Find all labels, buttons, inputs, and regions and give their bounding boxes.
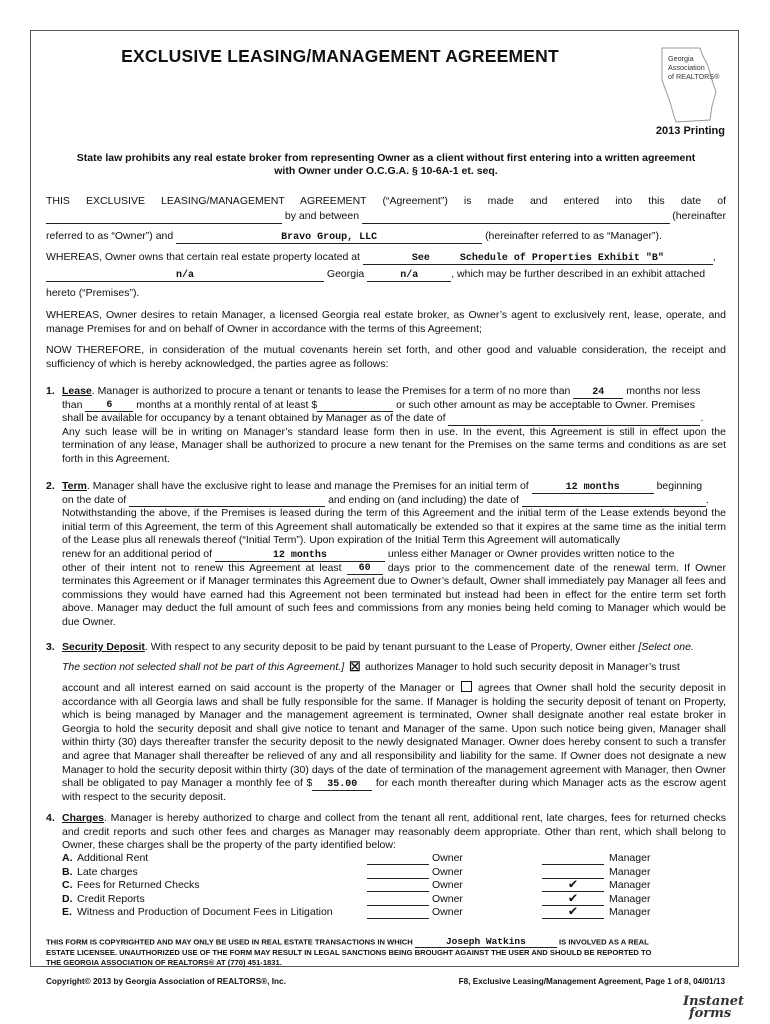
section-4-number: 4. bbox=[46, 812, 55, 824]
whereas-paragraph: WHEREAS, Owner desires to retain Manager, a licensed Georgia real estate broker, as Owner’s agent to exclusively rent, lease, operate, and manage Premises for and on behalf of Owner in accordance with the terms of this Agreement; bbox=[46, 309, 726, 335]
start-date-field[interactable] bbox=[129, 495, 325, 507]
manager-name-field[interactable]: Bravo Group, LLC bbox=[176, 232, 482, 244]
copyright-line: Copyright© 2013 by Georgia Association of REALTORS®, Inc. bbox=[46, 977, 286, 986]
owner-checkbox-line[interactable] bbox=[367, 867, 429, 879]
renewal-period-field[interactable]: 12 months bbox=[215, 550, 385, 562]
intro-line-4: WHEREAS, Owner owns that certain real estate property located at See Schedule of Properties Exhibit "B" , bbox=[46, 251, 716, 264]
section-1-number: 1. bbox=[46, 385, 55, 397]
section-3-security-deposit: Security Deposit. With respect to any security deposit to be paid by tenant pursuant to the Lease of Property, Owner either [Select one. The section not selected shall not be part of this Agreement.] ☒ authorizes Manager to hold such security deposit in Manager’s trust account and all interest earned on said account is the property of the Manager or agrees that Owner shall hold the security deposit in accordance with all Georgia laws and shall be fully responsible for the same. If Manager is holding the security deposit of tenant on Property, which is being managed by Manager and the management agreement is terminated, Owner shall designate another real estate broker in Georgia to hold the security deposit and shall give notice to tenant and Manager of the same. Upon such notice being given, Manager shall within thirty (30) days thereafter transfer the security deposit to the newly designated Manager. Owner does hereby consent to such a transfer and agree that Manager shall thereafter be relieved of any and all responsibility and liability for the same. If Owner does not designate a new Manager to hold the security deposit within thirty (30) days of the date of termination of the management agreement with Manager, then Owner shall be obligated to pay Manager a monthly fee of $ 35.00 for each month thereafter during which Manager acts as the escrow agent with respect to the security deposit. bbox=[62, 641, 727, 803]
end-date-field[interactable] bbox=[522, 495, 706, 507]
owner-holds-deposit-checkbox[interactable] bbox=[461, 681, 472, 692]
section-2-heading: Term bbox=[62, 480, 87, 492]
owner-checkbox-line[interactable] bbox=[367, 894, 429, 906]
manager-checkbox-line[interactable] bbox=[542, 853, 604, 865]
copyright-notice: THIS FORM IS COPYRIGHTED AND MAY ONLY BE USED IN REAL ESTATE TRANSACTIONS IN WHICH Joseph Watkins IS INVOLVED AS A REAL ESTATE LICENSEE. UNAUTHORIZED USE OF THE FORM MAY RESULT IN LEGAL SANCTIONS BEING BROUGHT AGAINST THE USER AND SHOULD BE REPORTED TO THE GEORGIA ASSOCIATION OF REALTORS® AT (770) 451-1831. bbox=[46, 936, 652, 968]
section-2-term: Term. Manager shall have the exclusive right to lease and manage the Premises for an initial term of 12 months beginning on the date of and ending on (and including) the date of . Notwithstanding the above, if the Premises is leased during the term of this Agreement and the initial term of the Lease extends beyond the initial term of this Agreement, the term of this Agreement shall automatically be extended so that it expires at the same time as the initial term of the Lease plus all renewals thereof (“Initial Term”). Upon expiration of the Initial Term this Agreement will automatically renew for an additional period of 12 months unless either Manager or Owner provides written notice to the other of their intent not to renew this Agreement at least 60 days prior to the commencement date of the renewal term. If Owner terminates this Agreement or if Manager terminates this Agreement due to Owner’s default, Owner shall immediately pay Manager all fees and commissions they would have earned had this Agreement not been terminated but instead had been in effect for the entire term set forth above. Manager may deduct the full amount of such fees and commissions from any monies being held coming to Manager which would be due Owner. bbox=[62, 480, 727, 628]
zip-field[interactable]: n/a bbox=[367, 270, 451, 282]
owner-checkbox-line[interactable] bbox=[367, 853, 429, 865]
form-reference: F8, Exclusive Leasing/Management Agreement, Page 1 of 8, 04/01/13 bbox=[458, 977, 725, 986]
max-months-field[interactable]: 24 bbox=[573, 387, 623, 399]
intro-line-2: by and between (hereinafter bbox=[46, 210, 726, 224]
gar-logo bbox=[648, 46, 728, 126]
manager-checkmark[interactable]: ✔ bbox=[542, 907, 604, 919]
state-law-notice: State law prohibits any real estate broker from representing Owner as a client without first entering into a written agreement with Owner under O.C.G.A. § 10-6A-1 et. seq. bbox=[76, 152, 696, 177]
instanet-forms-logo: Instanet forms bbox=[683, 994, 745, 1021]
intro-line-6: hereto (“Premises”). bbox=[46, 287, 140, 299]
charge-row: E. Witness and Production of Document Fees in Litigation Owner ✔ Manager bbox=[62, 904, 651, 921]
now-therefore-paragraph: NOW THEREFORE, in consideration of the mutual covenants herein set forth, and other good and valuable consideration, the receipt and sufficiency of which is hereby acknowledged, the parties agree as follows: bbox=[46, 344, 726, 370]
owner-checkbox-line[interactable] bbox=[367, 907, 429, 919]
availability-date-field[interactable] bbox=[448, 414, 700, 426]
intro-line-1: THIS EXCLUSIVE LEASING/MANAGEMENT AGREEMENT (“Agreement”) is made and entered into this date of bbox=[46, 195, 726, 207]
intro-line-5: n/a Georgia n/a , which may be further described in an exhibit attached bbox=[46, 268, 726, 282]
section-3-heading: Security Deposit bbox=[62, 641, 145, 653]
section-4-heading: Charges bbox=[62, 812, 105, 824]
charge-row: A. Additional Rent Owner Manager bbox=[62, 852, 651, 864]
notice-days-field[interactable]: 60 bbox=[347, 563, 383, 575]
printing-year: 2013 Printing bbox=[655, 125, 725, 137]
charge-row: B. Late charges Owner Manager bbox=[62, 865, 651, 878]
date-field[interactable] bbox=[46, 212, 282, 224]
manager-checkmark[interactable]: ✔ bbox=[542, 880, 604, 892]
city-field[interactable]: n/a bbox=[46, 270, 324, 282]
document-title: EXCLUSIVE LEASING/MANAGEMENT AGREEMENT bbox=[121, 46, 559, 66]
property-address-field[interactable]: See Schedule of Properties Exhibit "B" bbox=[363, 253, 713, 265]
manager-checkmark[interactable]: ✔ bbox=[542, 894, 604, 906]
owner-name-field[interactable] bbox=[362, 212, 670, 224]
min-months-field[interactable]: 6 bbox=[85, 400, 133, 412]
section-2-number: 2. bbox=[46, 480, 55, 492]
charge-row: C. Fees for Returned Checks Owner ✔ Manager bbox=[62, 877, 651, 894]
owner-checkbox-line[interactable] bbox=[367, 880, 429, 892]
licensee-name-field[interactable]: Joseph Watkins bbox=[415, 937, 557, 948]
section-1-heading: Lease bbox=[62, 385, 92, 397]
section-1-lease: Lease. Manager is authorized to procure a tenant or tenants to lease the Premises for a term of no more than 24 months nor less than 6 months at a monthly rental of at least $ or such other amount as may be acceptable to Owner. Premises shall be available for occupancy by a tenant obtained by Manager as of the date of . Any such lease will be in writing on Manager’s standard lease form then in use. In the event, this Agreement is still in effect upon the termination of any lease, Manager shall be authorized to procure a new tenant for the Premises on the same terms and conditions as are set forth in this Agreement. bbox=[62, 385, 726, 465]
logo-text: Georgia Association of REALTORS® bbox=[668, 54, 720, 81]
monthly-rent-field[interactable] bbox=[317, 400, 393, 412]
manager-holds-deposit-checkbox[interactable]: ☒ bbox=[349, 659, 361, 674]
section-4-charges: Charges. Manager is hereby authorized to charge and collect from the tenant all rent, additional rent, late charges, fees for returned checks and credit reports and such other fees and charges as Manager may reasonably deem appropriate. Other than rent, which shall belong to Owner, these charges shall be the property of the party identified below: bbox=[62, 812, 726, 852]
intro-line-3: referred to as “Owner”) and Bravo Group, LLC (hereinafter referred to as “Manager”). bbox=[46, 230, 662, 243]
charge-row: D. Credit Reports Owner ✔ Manager bbox=[62, 890, 651, 907]
charges-table bbox=[62, 852, 726, 920]
section-3-number: 3. bbox=[46, 641, 55, 653]
initial-term-field[interactable]: 12 months bbox=[532, 482, 654, 494]
escrow-fee-field[interactable]: 35.00 bbox=[312, 779, 372, 791]
